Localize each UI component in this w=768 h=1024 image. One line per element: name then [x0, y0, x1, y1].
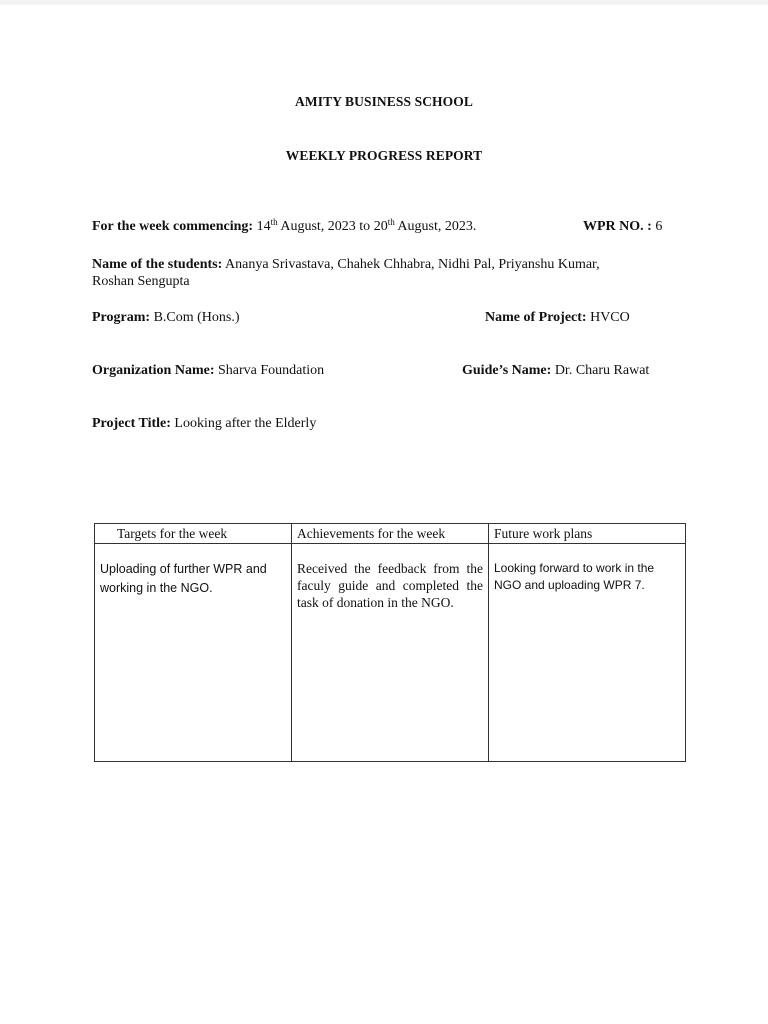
students-label: Name of the students: — [92, 257, 223, 272]
table-header-row — [95, 524, 686, 544]
program — [92, 310, 240, 326]
organization-value: Sharva Foundation — [217, 363, 325, 378]
report-title: WEEKLY PROGRESS REPORT — [285, 148, 483, 163]
cell-targets — [95, 544, 292, 762]
guide — [462, 363, 649, 379]
project-name — [485, 310, 630, 326]
cell-achievements — [292, 544, 489, 762]
students-line-2: Roshan Sengupta — [92, 274, 190, 289]
students-line-1 — [92, 257, 600, 273]
organization — [92, 363, 324, 379]
targets-text: Uploading of further WPR and working in the NGO. — [100, 562, 267, 595]
program-value: B.Com (Hons.) — [153, 310, 240, 325]
wpr-label: WPR NO. : — [583, 219, 652, 234]
week-end-sup: th — [387, 217, 395, 227]
future-plans-text: Looking forward to work in the NGO and uploading WPR 7. — [494, 561, 655, 592]
project-title-value: Looking after the Elderly — [174, 416, 317, 431]
project-title — [92, 416, 316, 432]
cell-future-plans — [489, 544, 686, 762]
week-start-rest: August, 2023 to — [277, 219, 374, 234]
guide-label: Guide’s Name: — [462, 363, 552, 378]
header-targets: Targets for the week — [95, 524, 292, 544]
document-page — [0, 5, 768, 1024]
program-label: Program: — [92, 310, 151, 325]
project-title-label: Project Title: — [92, 416, 171, 431]
week-end-day: 20 — [373, 219, 388, 234]
wpr-number — [583, 219, 662, 235]
week-start-day: 14 — [256, 219, 271, 234]
week-label: For the week commencing: — [92, 219, 254, 234]
school-name: AMITY BUSINESS SCHOOL — [295, 94, 473, 109]
project-name-label: Name of Project: — [485, 310, 587, 325]
table-row — [95, 544, 686, 762]
organization-label: Organization Name: — [92, 363, 215, 378]
week-end-rest: August, 2023. — [394, 219, 477, 234]
header-achievements: Achievements for the week — [292, 524, 489, 544]
students-names: Ananya Srivastava, Chahek Chhabra, Nidhi Pal, Priyanshu Kumar, — [225, 257, 600, 272]
wpr-value: 6 — [655, 219, 663, 234]
week-commencing — [92, 219, 476, 235]
achievements-text: Received the feedback from the faculy guide and completed the task of donation in the NGO. — [297, 561, 483, 610]
project-name-value: HVCO — [590, 310, 630, 325]
header-future-plans: Future work plans — [489, 524, 686, 544]
week-start-sup: th — [270, 217, 278, 227]
guide-value: Dr. Charu Rawat — [554, 363, 650, 378]
progress-table — [94, 523, 686, 762]
